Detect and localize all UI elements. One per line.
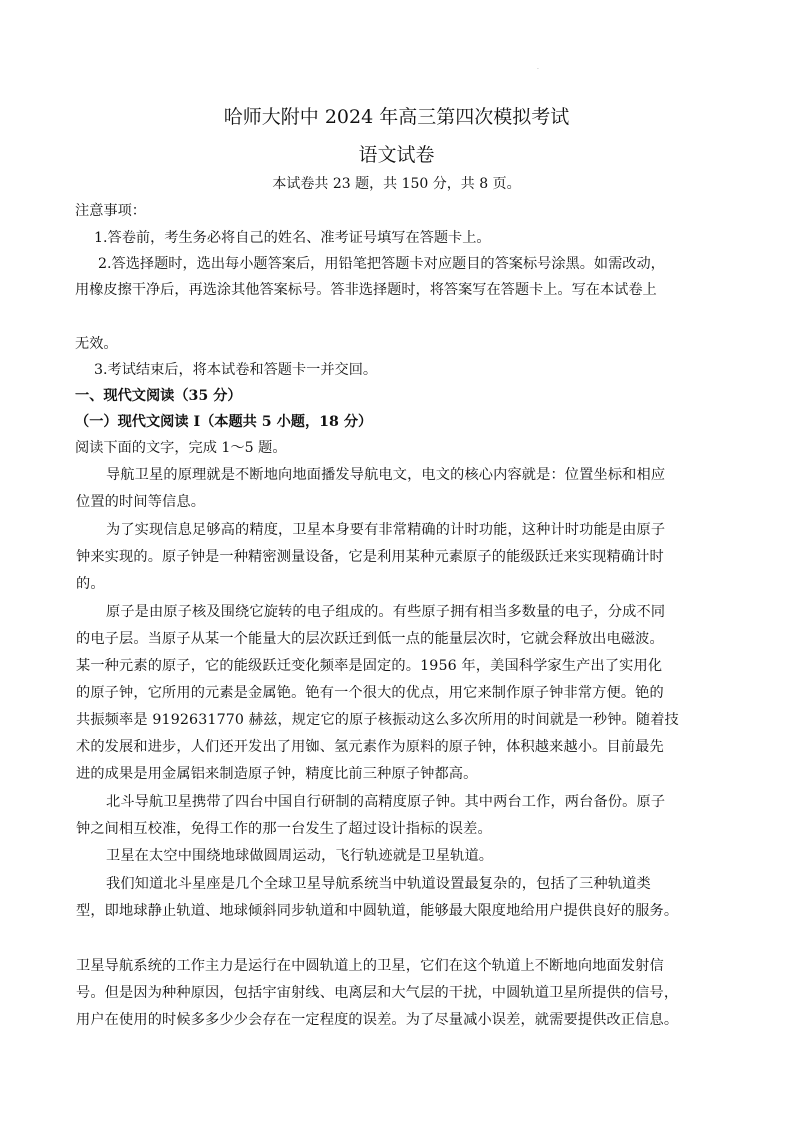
notice-heading: 注意事项： xyxy=(75,203,146,219)
passage-line: 术的发展和进步，人们还开发出了用铷、氢元素作为原料的原子钟，体积越来越小。目前最先 xyxy=(76,739,664,755)
passage-line: 导航卫星的原理就是不断地向地面播发导航电文，电文的核心内容就是：位置坐标和相应 xyxy=(106,467,666,483)
passage-line: 卫星在太空中围绕地球做圆周运动，飞行轨迹就是卫星轨道。 xyxy=(106,848,494,864)
passage-line: 某一种元素的原子，它的能级跃迁变化频率是固定的。1956 年，美国科学家生产出了实用化 xyxy=(76,658,663,674)
notice-item-2-line-3: 无效。 xyxy=(75,336,118,352)
reading-instruction: 阅读下面的文字，完成 1～5 题。 xyxy=(75,440,287,456)
passage-line: 为了实现信息足够高的精度，卫星本身要有非常精确的计时功能，这种计时功能是由原子 xyxy=(106,522,666,538)
section-heading: 一、现代文阅读（35 分） xyxy=(75,388,242,404)
passage-line: 钟来实现的。原子钟是一种精密测量设备，它是利用某种元素原子的能级跃迁来实现精确计时 xyxy=(76,549,664,565)
passage-line: 的电子层。当原子从某一个能量大的层次跃迁到低一点的能量层次时，它就会释放出电磁波。 xyxy=(76,631,664,647)
notice-item-2-line-2: 用橡皮擦干净后，再选涂其他答案标号。答非选择题时，将答案写在答题卡上。写在本试卷上 xyxy=(75,282,657,298)
exam-title: 哈师大附中 2024 年高三第四次模拟考试 xyxy=(223,106,570,128)
notice-item-3: 3.考试结束后，将本试卷和答题卡一并交回。 xyxy=(94,362,378,378)
passage-line: 进的成果是用金属铝来制造原子钟，精度比前三种原子钟都高。 xyxy=(76,766,478,782)
passage-line: 位置的时间等信息。 xyxy=(76,494,206,510)
passage-line: 卫星导航系统的工作主力是运行在中圆轨道上的卫星，它们在这个轨道上不断地向地面发射信 xyxy=(76,958,664,974)
notice-item-1: 1.答卷前，考生务必将自己的姓名、准考证号填写在答题卡上。 xyxy=(94,230,491,246)
passage-line: 北斗导航卫星携带了四台中国自行研制的高精度原子钟。其中两台工作，两台备份。原子 xyxy=(106,794,666,810)
exam-subtitle: 语文试卷 xyxy=(358,144,435,166)
passage-line: 号。但是因为种种原因，包括宇宙射线、电离层和大气层的干扰，中圆轨道卫星所提供的信号， xyxy=(76,985,679,1001)
passage-line: 的原子钟，它所用的元素是金属铯。铯有一个很大的优点，用它来制作原子钟非常方便。铯的 xyxy=(76,685,664,701)
passage-line: 钟之间相互校准，免得工作的那一台发生了超过设计指标的误差。 xyxy=(76,821,492,837)
section-sub-heading: （一）现代文阅读 I（本题共 5 小题，18 分） xyxy=(75,414,373,430)
passage-line: 我们知道北斗星座是几个全球卫星导航系统当中轨道设置最复杂的，包括了三种轨道类 xyxy=(106,876,651,892)
passage-line: 共振频率是 9192631770 赫兹，规定它的原子核振动这么多次所用的时间就是一秒钟。随着技 xyxy=(76,712,679,728)
passage-line: 原子是由原子核及围绕它旋转的电子组成的。有些原子拥有相当多数量的电子，分成不同 xyxy=(106,604,666,620)
notice-item-2-line-1: 2.答选择题时，选出每小题答案后，用铅笔把答题卡对应题目的答案标号涂黑。如需改动， xyxy=(98,256,665,272)
exam-info: 本试卷共 23 题，共 150 分，共 8 页。 xyxy=(272,176,521,192)
passage-line: 型，即地球静止轨道、地球倾斜同步轨道和中圆轨道，能够最大限度地给用户提供良好的服务。 xyxy=(76,903,679,919)
passage-line: 用户在使用的时候多多少少会存在一定程度的误差。为了尽量减小误差，就需要提供改正信息。 xyxy=(76,1012,679,1028)
decorative-dot: · xyxy=(537,66,539,73)
passage-line: 的。 xyxy=(76,576,105,592)
